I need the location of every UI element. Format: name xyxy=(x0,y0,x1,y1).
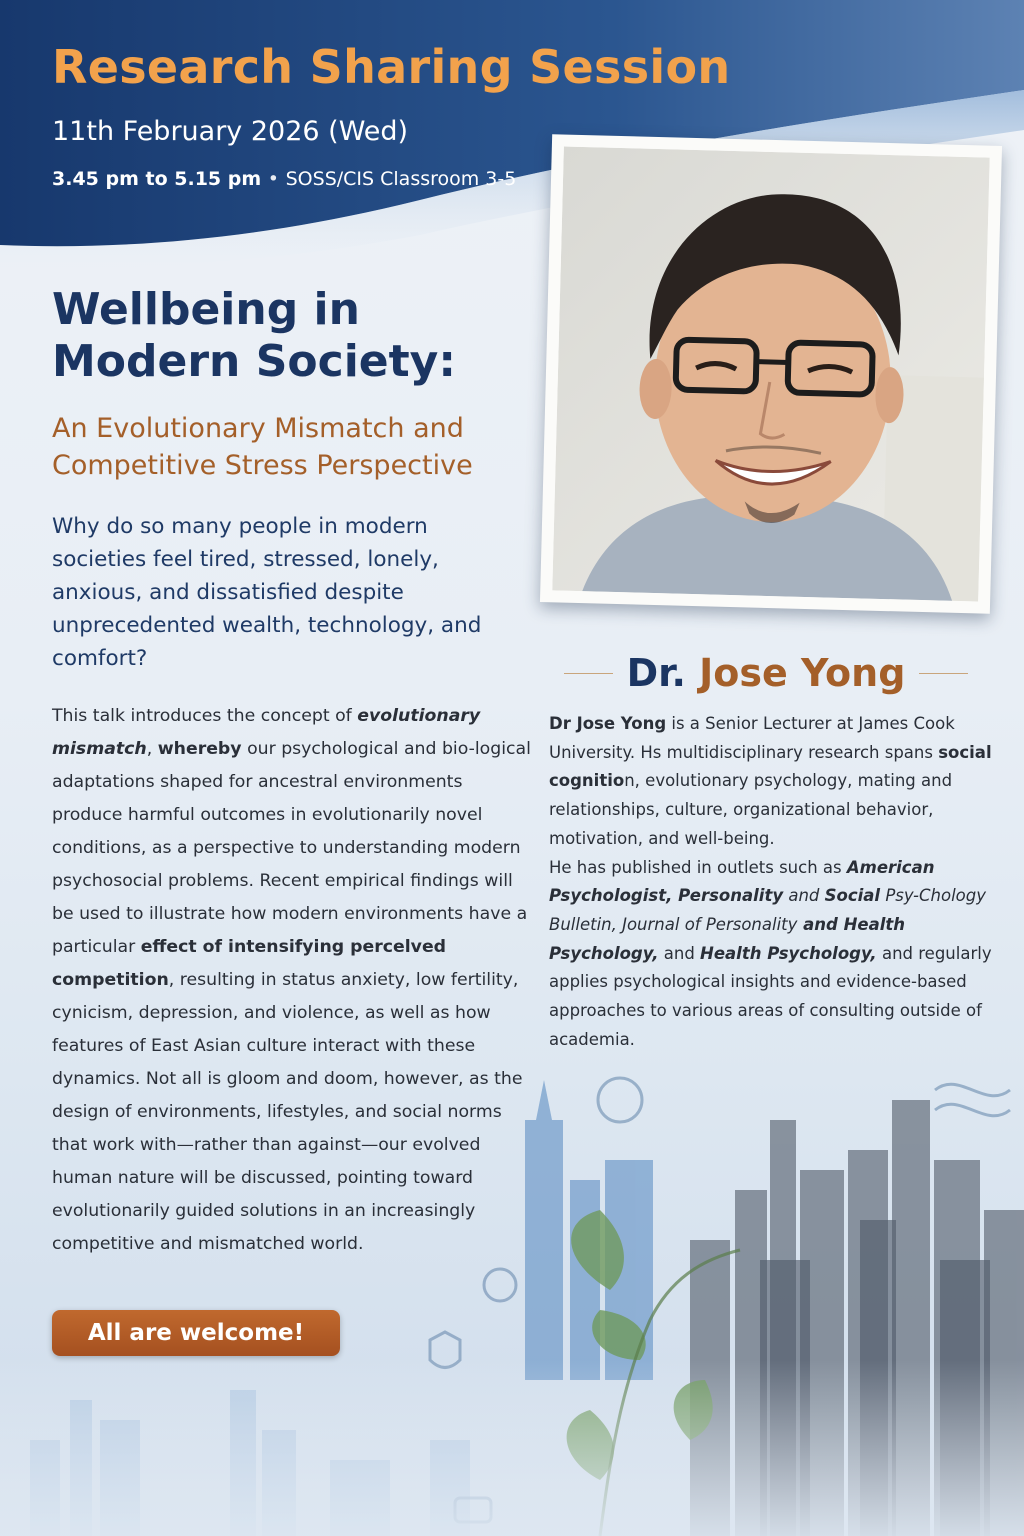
speaker-name xyxy=(627,651,906,695)
divider-left xyxy=(564,673,613,674)
all-welcome-badge: All are welcome! xyxy=(52,1310,340,1356)
speaker-portrait xyxy=(552,147,989,602)
event-time-venue xyxy=(52,168,516,190)
term-evolutionary-mismatch: evolutionary mismatch xyxy=(52,706,481,759)
talk-abstract: This talk introduces the concept of evolutionary mismatch, whereby our psychological and bio-logical adaptations shaped for ancestral environments produce harmful outcomes in evolutionarily novel conditions, as a perspective to understanding modern psychosocial problems. Recent empirical findings will be used to illustrate how modern environments have a particular effect of intensifying percelved competition, resulting in status anxiety, low fertility, cynicism, depression, and violence, as well as how features of East Asian culture interact with these dynamics. Not all is gloom and doom, however, as the design of environments, lifestyles, and social norms that work with—rather than against—our evolved human nature will be discussed, pointing toward evolutionarily guided solutions in an increasingly competitive and mismatched world. xyxy=(52,706,531,1254)
speaker-bio: Dr Jose Yong is a Senior Lecturer at James Cook University. Hs multidisciplinary research spans social cognition, evolutionary psychology, mating and relationships, culture, organizational behavior, motivation, and well-being. He has published in outlets such as American Psychologist, Personality and Social Psy-Chology Bulletin, Journal of Personality and Health Psychology, and Health Psychology, and regularly applies psychological insights and evidence-based approaches to various areas of consulting outside of academia. xyxy=(549,714,992,1049)
talk-subtitle: An Evolutionary Mismatch and Competitive Stress Perspective xyxy=(52,413,473,481)
lightbulb-icon xyxy=(484,1269,516,1301)
divider-right xyxy=(919,673,968,674)
speaker-fullname: Jose Yong xyxy=(699,651,906,695)
event-venue: SOSS/CIS Classroom 3-5 xyxy=(285,168,517,190)
talk-question: Why do so many people in modern societies feel tired, stressed, lonely, anxious, and dissatisfied despite unprecedented wealth, technology, and comfort? xyxy=(52,514,482,671)
separator-dot: • xyxy=(267,168,279,190)
brain-icon xyxy=(598,1078,642,1122)
event-date: 11th February 2026 (Wed) xyxy=(52,116,409,147)
event-time: 3.45 pm to 5.15 pm xyxy=(52,168,262,190)
talk-title: Wellbeing in Modern Society: xyxy=(52,284,456,387)
speaker-honorific: Dr. xyxy=(626,651,686,695)
cityscape-illustration xyxy=(0,1060,1024,1536)
term-perceived-competition: effect of intensifying percelved competition xyxy=(52,937,447,990)
speaker-photo xyxy=(540,134,1002,614)
speaker-name-heading xyxy=(550,648,982,698)
dna-icon xyxy=(935,1084,1010,1116)
event-title: Research Sharing Session xyxy=(52,40,731,94)
